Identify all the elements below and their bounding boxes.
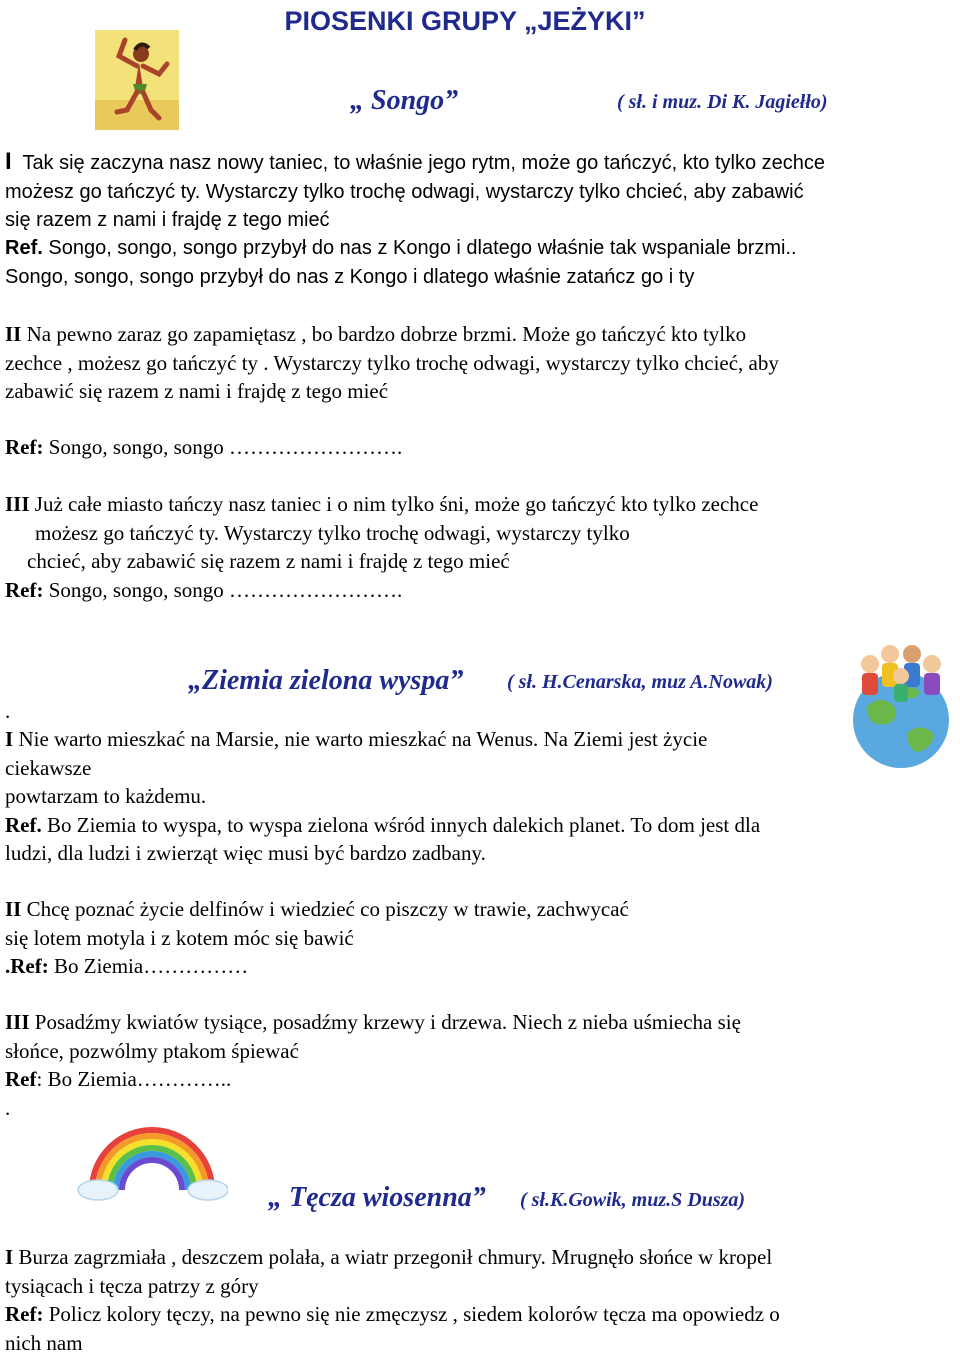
refrain-ref-1: Ref: Songo, songo, songo ……………………. bbox=[5, 435, 403, 459]
verse-number: II bbox=[5, 897, 22, 921]
tecza-verse-1: I Burza zagrzmiała , deszczem polała, a wiatr przegonił chmury. Mrugnęło słońce w kropel tysiącach i tęcza patrzy z góry Ref: Policz kolory tęczy, na pewno się nie zmęczysz , siedem kolorów tęcza ma opowiedz o nich nam bbox=[5, 1245, 780, 1355]
page-title: PIOSENKI GRUPY „JEŻYKI” bbox=[284, 6, 646, 36]
song-credit-ziemia: ( sł. H.Cenarska, muz A.Nowak) bbox=[507, 671, 773, 693]
ref-label: Ref: bbox=[5, 1302, 44, 1326]
verse-number: I bbox=[5, 1245, 14, 1269]
verse-number: III bbox=[5, 492, 30, 516]
dancer-icon bbox=[95, 30, 179, 130]
song-title-songo: „ Songo” bbox=[350, 85, 459, 116]
ziemia-verse-3: III Posadźmy kwiatów tysiące, posadźmy krzewy i drzewa. Niech z nieba uśmiecha się słońce, pozwólmy ptakom śpiewać Ref: Bo Ziemia………….. . bbox=[5, 1010, 741, 1120]
verse-3: III Już całe miasto tańczy nasz taniec i o nim tylko śni, może go tańczyć kto tylko zechce możesz go tańczyć ty. Wystarczy tylko trochę odwagi, wystarczy tylko chcieć, aby zabawić się razem z nami i frajdę z tego mieć Ref: Songo, songo, songo ……………………. bbox=[5, 492, 759, 602]
ref-label: .Ref: bbox=[5, 954, 49, 978]
refrain-1: Ref. Songo, songo, songo przybył do nas z Kongo i dlatego właśnie tak wspaniale brzmi.. Songo, songo, songo przybył do nas z Kongo i dlatego właśnie zatańcz go i ty bbox=[5, 237, 797, 288]
verse-number: II bbox=[5, 322, 22, 346]
verse-2: II Na pewno zaraz go zapamiętasz , bo bardzo dobrze brzmi. Może go tańczyć kto tylko zechce , możesz go tańczyć ty . Wystarczy tylko trochę odwagi, wystarczy tylko chcieć, aby zabawić się razem z nami i frajdę z tego mieć bbox=[5, 322, 779, 403]
ziemia-verse-1: I Nie warto mieszkać na Marsie, nie warto mieszkać na Wenus. Na Ziemi jest życie ciekawsze powtarzam to każdemu. Ref. Bo Ziemia to wyspa, to wyspa zielona wśród innych dalekich planet. To dom jest dla ludzi, dla ludzi i zwierząt więc musi być bardzo zadbany. bbox=[5, 727, 761, 865]
verse-number: III bbox=[5, 1010, 30, 1034]
ref-label: Ref bbox=[5, 1067, 37, 1091]
song-title-ziemia: „Ziemia zielona wyspa” bbox=[188, 665, 464, 696]
song-title-tecza: „ Tęcza wiosenna” bbox=[268, 1182, 486, 1213]
ref-label: Ref. bbox=[5, 812, 42, 837]
ref-label: Ref: bbox=[5, 435, 44, 459]
verse-1: I Tak się zaczyna nasz nowy taniec, to właśnie jego rytm, może go tańczyć, kto tylko zechce możesz go tańczyć ty. Wystarczy tylko trochę odwagi, wystarczy tylko chcieć, aby zabawić się razem z nami i frajdę z tego mieć bbox=[5, 148, 826, 231]
verse-number: I bbox=[5, 148, 12, 175]
ziemia-verse-2: II Chcę poznać życie delfinów i wiedzieć co piszczy w trawie, zachwycać się lotem motyla i z kotem móc się bawić .Ref: Bo Ziemia…………… bbox=[5, 897, 629, 978]
ref-label: Ref: bbox=[5, 577, 44, 602]
song-credit-songo: ( sł. i muz. Di K. Jagiełło) bbox=[617, 91, 828, 113]
verse-number: I bbox=[5, 727, 14, 751]
song-credit-tecza: ( sł.K.Gowik, muz.S Dusza) bbox=[520, 1189, 746, 1211]
rainbow-icon bbox=[76, 1122, 228, 1202]
dot-separator: . bbox=[5, 699, 11, 723]
ref-label: Ref. bbox=[5, 237, 43, 259]
